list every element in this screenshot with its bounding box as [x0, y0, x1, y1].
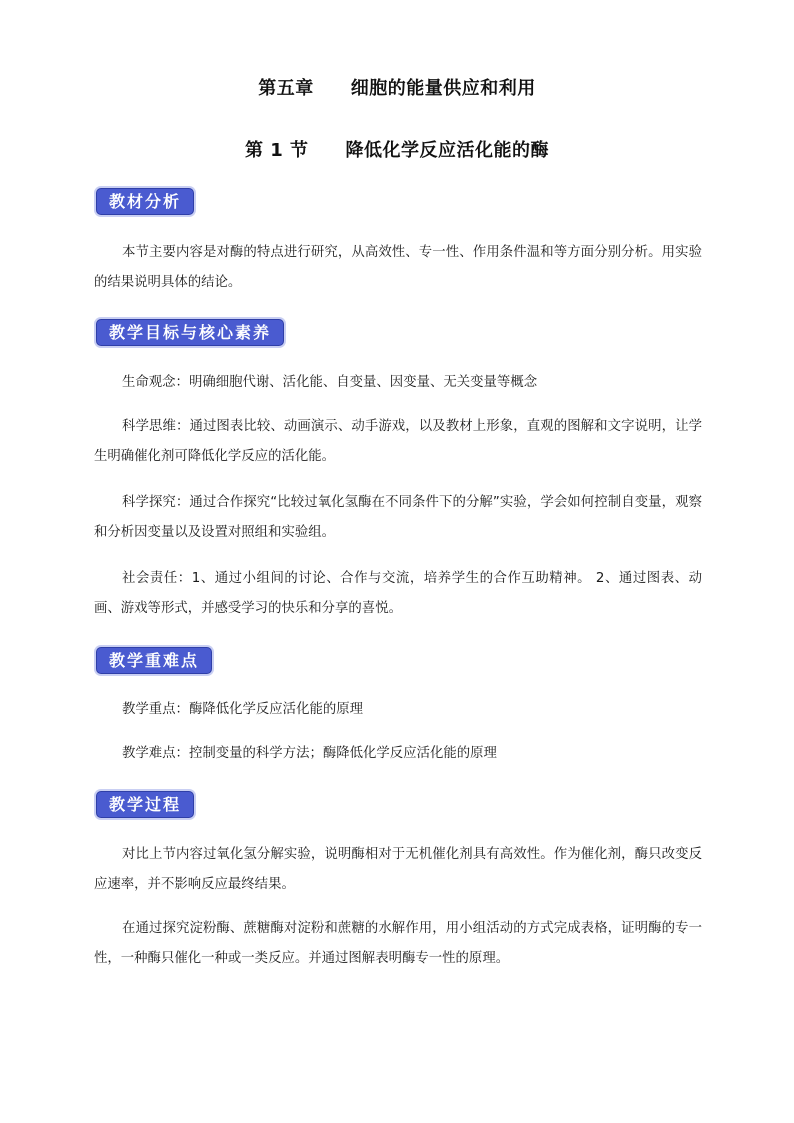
chapter-title: 第五章 细胞的能量供应和利用: [258, 78, 536, 99]
goals-social-responsibility: 社会责任：1、通过小组间的讨论、合作与交流，培养学生的合作互助精神。 2、通过图表、动画、游戏等形式，并感受学习的快乐和分享的喜悦。: [94, 571, 702, 616]
key-point-focus: 教学重点：酶降低化学反应活化能的原理: [122, 702, 364, 717]
analysis-paragraph: 本节主要内容是对酶的特点进行研究，从高效性、专一性、作用条件温和等方面分别分析。用实验的结果说明具体的结论。: [94, 245, 702, 290]
goals-scientific-inquiry: 科学探究：通过合作探究“比较过氧化氢酶在不同条件下的分解”实验，学会如何控制自变量，观察和分析因变量以及设置对照组和实验组。: [94, 495, 702, 540]
section-badge-analysis: 教材分析: [96, 188, 194, 215]
section-badge-process: 教学过程: [96, 791, 194, 818]
section-badge-goals: 教学目标与核心素养: [96, 319, 284, 346]
goals-scientific-thinking: 科学思维：通过图表比较、动画演示、动手游戏，以及教材上形象，直观的图解和文字说明，让学生明确催化剂可降低化学反应的活化能。: [94, 419, 702, 464]
section-title: 第 1 节 降低化学反应活化能的酶: [244, 140, 550, 161]
key-point-difficulty: 教学难点：控制变量的科学方法；酶降低化学反应活化能的原理: [122, 746, 497, 761]
goals-life-concept: 生命观念：明确细胞代谢、活化能、自变量、因变量、无关变量等概念: [122, 375, 538, 390]
process-paragraph-2: 在通过探究淀粉酶、蔗糖酶对淀粉和蔗糖的水解作用，用小组活动的方式完成表格，证明酶的专一性，一种酶只催化一种或一类反应。并通过图解表明酶专一性的原理。: [94, 921, 702, 966]
process-paragraph-1: 对比上节内容过氧化氢分解实验，说明酶相对于无机催化剂具有高效性。作为催化剂，酶只改变反应速率，并不影响反应最终结果。: [94, 847, 702, 892]
section-badge-key-points: 教学重难点: [96, 647, 212, 674]
